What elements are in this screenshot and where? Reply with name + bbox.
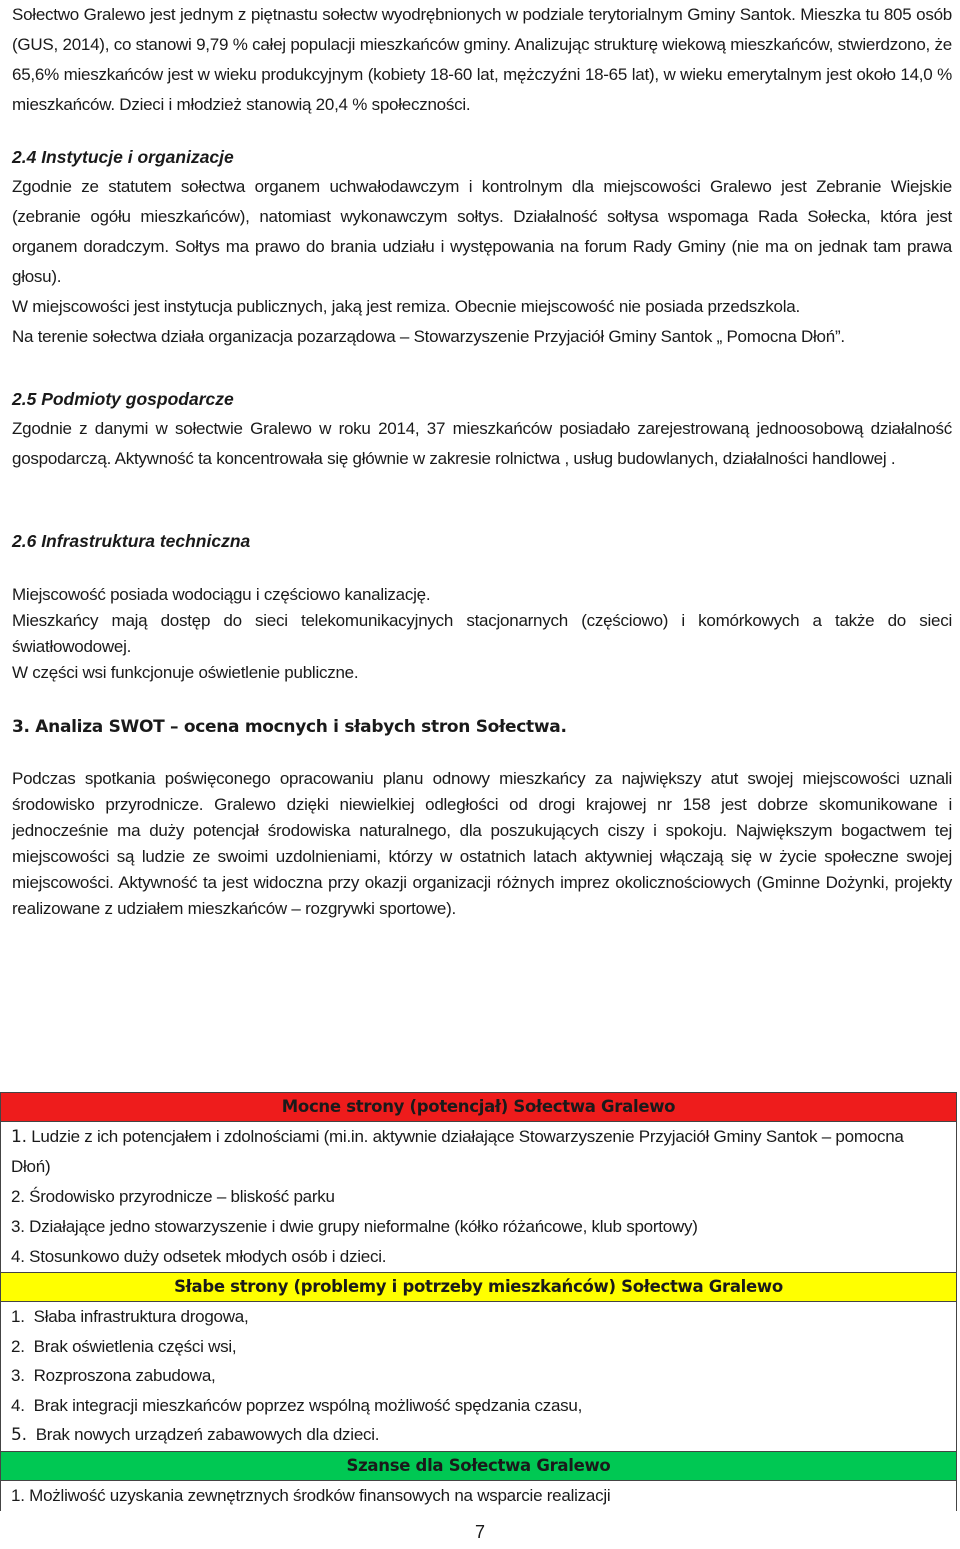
list-item: 2. Brak oświetlenia części wsi,: [11, 1336, 237, 1356]
list-item: 1. Słaba infrastruktura drogowa,: [11, 1307, 249, 1326]
institutions-paragraph-2: W miejscowości jest instytucja publicznych, jaką jest remiza. Obecnie miejscowość nie posiada przedszkola.: [12, 297, 800, 316]
weaknesses-list: [1, 1302, 957, 1452]
infrastructure-paragraph-3: W części wsi funkcjonuje oświetlenie publiczne.: [12, 663, 359, 682]
list-item: 4. Stosunkowo duży odsetek młodych osób i dzieci.: [11, 1247, 387, 1266]
list-item: 5. Brak nowych urządzeń zabawowych dla dzieci.: [11, 1425, 380, 1445]
infrastructure-paragraph-2: Mieszkańcy mają dostęp do sieci telekomunikacyjnych stacjonarnych (częściowo) i komórkowych a także do sieci światłowodowej.: [12, 611, 952, 656]
institutions-paragraph-3: Na terenie sołectwa działa organizacja pozarządowa – Stowarzyszenie Przyjaciół Gminy Santok „ Pomocna Dłoń”.: [12, 327, 845, 346]
section-heading-infrastructure: 2.6 Infrastruktura techniczna: [12, 531, 251, 551]
list-item: 2. Środowisko przyrodnicze – bliskość parku: [11, 1187, 335, 1206]
document-page: [12, 0, 952, 922]
list-item: 1. Możliwość uzyskania zewnętrznych środków finansowych na wsparcie realizacji: [11, 1485, 611, 1505]
opportunities-list: [1, 1480, 957, 1511]
intro-paragraph: Sołectwo Gralewo jest jednym z piętnastu sołectw wyodrębnionych w podziale terytorialnym Gminy Santok. Mieszka tu 805 osób (GUS, 2014), co stanowi 9,79 % całej populacji mieszkańców gminy. Analizując strukturę wiekową mieszkańców, stwierdzono, że 65,6% mieszkańców jest w wieku produkcyjnym (kobiety 18-60 lat, mężczyźni 18-65 lat), w wieku emerytalnym jest około 14,0 % mieszkańców. Dzieci i młodzież stanowią 20,4 % społeczności.: [12, 5, 952, 114]
strengths-header: Mocne strony (potencjał) Sołectwa Gralewo: [1, 1093, 957, 1122]
business-paragraph: Zgodnie z danymi w sołectwie Gralewo w roku 2014, 37 mieszkańców posiadało zarejestrowaną jednoosobową działalność gospodarczą. Aktywność ta koncentrowała się głównie w zakresie rolnictwa , usług budowlanych, działalności handlowej .: [12, 419, 952, 468]
opportunities-header: Szanse dla Sołectwa Gralewo: [1, 1451, 957, 1480]
page-number: 7: [474, 1522, 485, 1542]
institutions-paragraph-1: Zgodnie ze statutem sołectwa organem uchwałodawczym i kontrolnym dla miejscowości Gralewo jest Zebranie Wiejskie (zebranie ogółu mieszkańców), natomiast wykonawczym sołtys. Działalność sołtysa wspomaga Rada Sołecka, która jest organem doradczym. Sołtys ma prawo do brania udziału i występowania na forum Rady Gminy (nie ma on jednak tam prawa głosu).: [12, 177, 952, 286]
strengths-list: [1, 1122, 957, 1273]
list-item: 3. Rozproszona zabudowa,: [11, 1366, 216, 1385]
section-heading-institutions: 2.4 Instytucje i organizacje: [12, 147, 234, 167]
list-item: 1. Ludzie z ich potencjałem i zdolnościami (mi.in. aktywnie działające Stowarzyszenie Przyjaciół Gminy Santok – pomocna Dłoń): [11, 1127, 904, 1176]
swot-table: [0, 1092, 957, 1511]
section-heading-swot: 3. Analiza SWOT – ocena mocnych i słabych stron Sołectwa.: [12, 717, 567, 737]
list-item: 4. Brak integracji mieszkańców poprzez wspólną możliwość spędzania czasu,: [11, 1395, 583, 1415]
section-heading-business: 2.5 Podmioty gospodarcze: [12, 389, 234, 409]
swot-intro-paragraph: Podczas spotkania poświęconego opracowaniu planu odnowy mieszkańcy za największy atut swojej miejscowości uznali środowisko przyrodnicze. Gralewo dzięki niewielkiej odległości od drogi krajowej nr 158 jest dobrze skomunikowane i jednocześnie ma duży potencjał środowiska naturalnego, dla poszukujących ciszy i spokoju. Największym bogactwem tej miejscowości są ludzie ze swoimi uzdolnieniami, którzy w ostatnich latach aktywniej włączają się w życie społeczne swojej miejscowości. Aktywność ta jest widoczna przy okazji organizacji różnych imprez okolicznościowych (Gminne Dożynki, projekty realizowane z udziałem mieszkańców – rozgrywki sportowe).: [12, 769, 952, 918]
infrastructure-paragraph-1: Miejscowość posiada wodociągu i częściowo kanalizację.: [12, 585, 431, 604]
weaknesses-header: Słabe strony (problemy i potrzeby mieszkańców) Sołectwa Gralewo: [1, 1273, 957, 1302]
list-item: 3. Działające jedno stowarzyszenie i dwie grupy nieformalne (kółko różańcowe, klub sportowy): [11, 1217, 698, 1236]
